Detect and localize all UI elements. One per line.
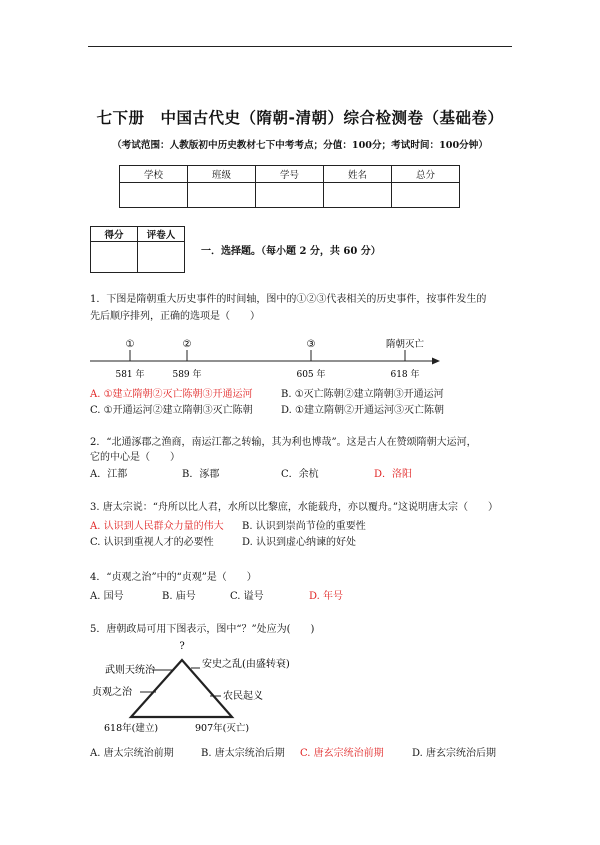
score-cell[interactable] [91,242,138,273]
q1-option-d[interactable]: D. ①建立隋朝②开通运河③灭亡陈朝 [281,405,444,416]
q1-option-c[interactable]: C. ①开通运河②建立隋朝③灭亡陈朝 [90,405,253,416]
q2-stem-line2: 它的中心是（ ） [90,452,180,463]
q5-stem: 5．唐朝政局可用下图表示，图中“？”处应为( ) [90,624,315,635]
q2-option-d[interactable]: D．洛阳 [374,469,413,480]
q3-option-b[interactable]: B. 认识到崇尚节俭的重要性 [242,521,366,532]
q2-stem-line1: 2．“北通涿郡之渔商，南运江都之转输，其为利也博哉”。这是古人在赞颂隋朝大运河， [90,437,477,448]
q2-option-a[interactable]: A．江都 [90,469,128,480]
diagram-zhenguan: 贞观之治 [92,687,132,698]
year-3: 605 年 [296,370,326,380]
q1-option-a[interactable]: A. ①建立隋朝②灭亡陈朝③开通运河 [90,389,253,400]
diagram-peasant: 农民起义 [223,691,263,702]
year-1: 581 年 [115,370,145,380]
diagram-founding: 618年(建立) [104,723,159,734]
q3-option-d[interactable]: D. 认识到虚心纳谏的好处 [242,537,357,548]
header-school: 学校 [120,166,188,183]
header-grader: 评卷人 [138,227,185,242]
mark-4: 隋朝灭亡 [385,339,425,350]
mark-3: ③ [306,339,316,350]
total-cell[interactable] [392,183,460,208]
header-student-id: 学号 [256,166,324,183]
q1-stem-line1: 1．下图是隋朝重大历史事件的时间轴，图中的①②③代表相关的历史事件，按事件发生的 [90,294,487,305]
q4-option-a[interactable]: A. 国号 [90,591,124,602]
name-cell[interactable] [324,183,392,208]
year-4: 618 年 [390,370,420,380]
school-cell[interactable] [120,183,188,208]
header-class: 班级 [188,166,256,183]
exam-title: 七下册 中国古代史（隋朝-清朝）综合检测卷（基础卷） [96,109,504,127]
q2-option-c[interactable]: C．余杭 [281,469,319,480]
student-id-cell[interactable] [256,183,324,208]
q3-option-a[interactable]: A. 认识到人民群众力量的伟大 [90,521,224,532]
header-total: 总分 [392,166,460,183]
q4-option-b[interactable]: B. 庙号 [162,591,196,602]
q4-option-d[interactable]: D. 年号 [309,591,344,602]
q2-option-b[interactable]: B．涿郡 [182,469,220,480]
mark-1: ① [125,339,135,350]
diagram-fall: 907年(灭亡) [195,723,250,734]
q5-option-d[interactable]: D. 唐玄宗统治后期 [412,748,497,759]
q5-option-a[interactable]: A. 唐太宗统治前期 [90,748,174,759]
q3-stem: 3. 唐太宗说：“舟所以比人君，水所以比黎庶，水能载舟，亦以覆舟。”这说明唐太宗（ ） [90,502,498,513]
timeline-arrow [432,358,440,365]
q5-tang-diagram [0,638,600,738]
header-rule [88,46,512,47]
header-score: 得分 [91,227,138,242]
diagram-wu-zetian: 武则天统治 [105,665,155,676]
q4-option-c[interactable]: C. 谥号 [230,591,264,602]
info-score-table [119,165,460,208]
diagram-anshi: 安史之乱(由盛转衰) [202,659,290,670]
class-cell[interactable] [188,183,256,208]
mark-2: ② [182,339,192,350]
q5-option-c[interactable]: C. 唐玄宗统治前期 [300,748,384,759]
header-name: 姓名 [324,166,392,183]
year-2: 589 年 [172,370,202,380]
q4-stem: 4．“贞观之治”中的“贞观”是（ ） [90,572,257,583]
grader-table [90,226,185,273]
exam-subtitle: （考试范围：人教版初中历史教材七下中考考点；分值：100分；考试时间：100分钟） [112,140,488,151]
q1-stem-line2: 先后顺序排列，正确的选项是（ ） [90,311,260,322]
diagram-peak-label: ? [179,641,185,652]
grader-cell[interactable] [138,242,185,273]
q1-option-b[interactable]: B. ①灭亡陈朝②建立隋朝③开通运河 [281,389,444,400]
q5-option-b[interactable]: B. 唐太宗统治后期 [201,748,285,759]
q3-option-c[interactable]: C. 认识到重视人才的必要性 [90,537,214,548]
section-heading: 一．选择题。（每小题 2 分，共 60 分） [201,246,381,257]
